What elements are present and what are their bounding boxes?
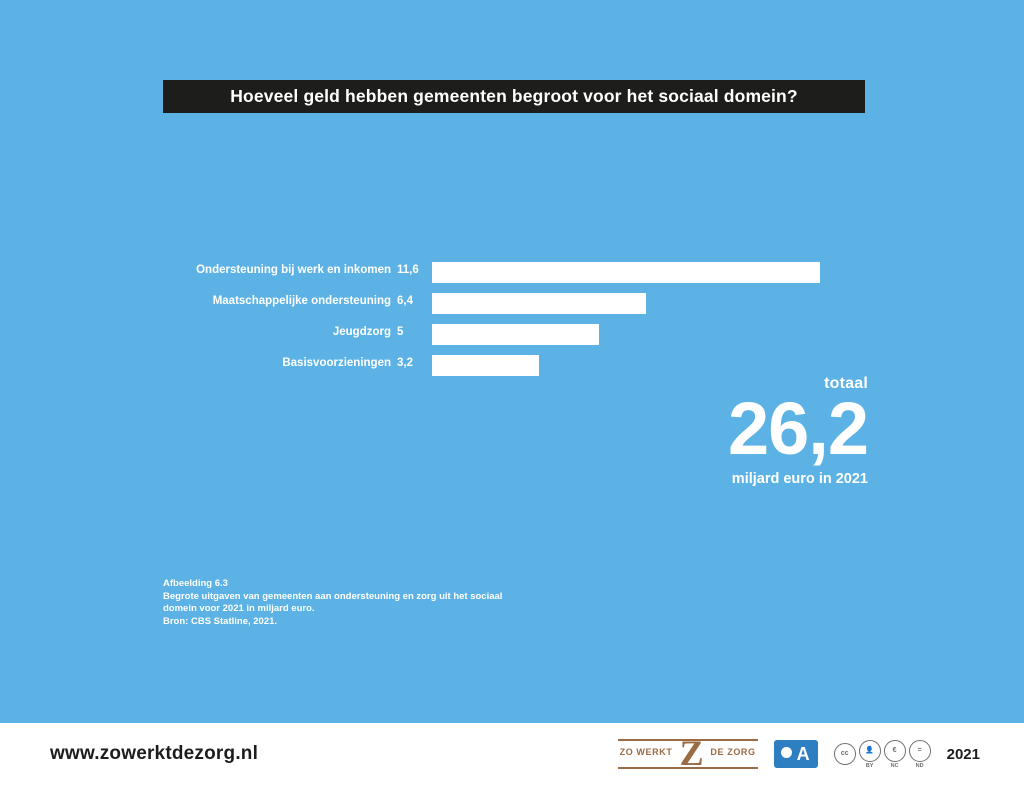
bar-value: 11,6 (397, 264, 419, 276)
footer-bar (0, 723, 1024, 785)
cc-by-label: BY (865, 762, 874, 769)
caption-figure-number: Afbeelding 6.3 (163, 578, 228, 589)
bar-value: 3,2 (397, 357, 413, 369)
logo-a-letter: A (796, 744, 810, 764)
bar-track (432, 324, 599, 345)
title-bar (163, 80, 865, 113)
bar-value: 6,4 (397, 295, 413, 307)
bar-track (432, 355, 539, 376)
cc-by-icon: 👤 (859, 740, 881, 762)
cc-nd-group (909, 740, 931, 769)
chart-row (0, 355, 1024, 376)
total-unit: miljard euro in 2021 (731, 471, 868, 487)
bar-jeugdzorg (432, 324, 599, 345)
copyright-year: 2021 (946, 745, 980, 763)
cc-nc-label: NC (890, 762, 899, 769)
bar-chart (0, 262, 1024, 392)
zo-werkt-de-zorg-logo (618, 735, 758, 773)
bar-label: Ondersteuning bij werk en inkomen (196, 264, 391, 276)
total-block (600, 375, 868, 489)
creative-commons-license (834, 740, 931, 769)
caption-line-2: domein voor 2021 in miljard euro. (163, 603, 315, 615)
caption-source: Bron: CBS Statline, 2021. (163, 615, 278, 627)
footer-logos (618, 735, 980, 773)
bar-value: 5 (397, 326, 404, 338)
chart-row (0, 262, 1024, 283)
chart-row (0, 293, 1024, 314)
chart-row (0, 324, 1024, 345)
cc-nd-label: ND (915, 762, 924, 769)
bar-track (432, 293, 646, 314)
logo-dot-icon (781, 747, 792, 758)
logo-z-mark: Z (679, 733, 704, 773)
publisher-a-logo (774, 740, 818, 768)
cc-icon: cc (834, 743, 856, 765)
total-value: 26,2 (727, 387, 868, 470)
bar-maatschappelijke-ondersteuning (432, 293, 646, 314)
bar-basisvoorzieningen (432, 355, 539, 376)
bar-label: Basisvoorzieningen (282, 357, 391, 369)
cc-nc-group (884, 740, 906, 769)
cc-by-group (859, 740, 881, 769)
bar-ondersteuning-bij-werk-en-inkomen (432, 262, 820, 283)
cc-nc-icon: € (884, 740, 906, 762)
bar-label: Maatschappelijke ondersteuning (212, 295, 391, 307)
cc-nd-icon: = (909, 740, 931, 762)
logo-text-right: DE ZORG (710, 747, 756, 757)
caption-line-1: Begrote uitgaven van gemeenten aan ondersteuning en zorg uit het sociaal (163, 590, 503, 602)
website-url[interactable]: www.zowerktdezorg.nl (50, 743, 259, 764)
bar-label: Jeugdzorg (332, 326, 391, 338)
total-label: totaal (824, 375, 868, 392)
cc-main-group (834, 743, 856, 765)
bar-track (432, 262, 820, 283)
page-title: Hoeveel geld hebben gemeenten begroot voor het sociaal domein? (230, 86, 798, 106)
logo-text-left: ZO WERKT (619, 747, 673, 757)
figure-caption (163, 578, 502, 628)
